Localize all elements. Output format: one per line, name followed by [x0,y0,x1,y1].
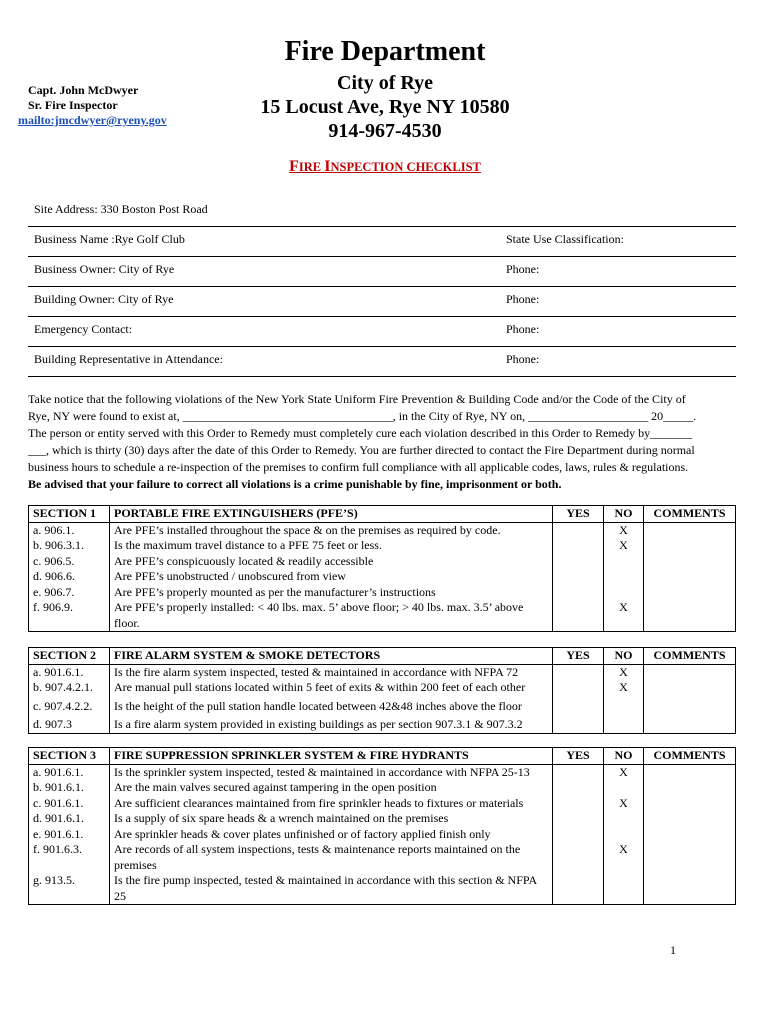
item-question: Are manual pull stations located within 5 feet of exits & within 200 feet of each other [114,680,526,694]
business-name-row [28,227,736,257]
notice-warning: Be advised that your failure to correct all violations is a crime punishable by fine, imprisonment or both. [28,477,562,491]
no-cell[interactable] [604,522,644,632]
no-mark [608,827,639,843]
item-question: Are PFE’s properly installed: < 40 lbs. max. 5’ above floor; > 40 lbs. max. 3.5’ above floor. [114,600,524,630]
title-part: NSPECTION CHECKLIST [330,160,481,174]
inspector-name: Capt. John McDwyer [28,83,139,97]
yes-header: YES [553,506,604,523]
item-question: Are PFE’s installed throughout the space & on the premises as required by code. [114,522,501,537]
title-part: I [324,158,331,175]
department-phone: 914-967-4530 [328,120,442,142]
yes-cell[interactable] [553,764,604,905]
item-code: e. 901.6.1. [33,826,84,841]
city-name: City of Rye [337,72,433,94]
no-header: NO [604,648,644,665]
item-code: g. 913.5. [33,873,75,887]
item-question: Is the height of the pull station handle located between 42&48 inches above the floor [114,698,522,713]
phone-label: Phone: [506,292,540,306]
business-name: Business Name :Rye Golf Club [34,232,185,246]
no-mark: X [619,538,628,552]
site-address: Site Address: 330 Boston Post Road [34,202,208,216]
no-header: NO [604,506,644,523]
building-representative: Building Representative in Attendance: [34,352,223,366]
no-mark: X [619,664,628,679]
site-info [28,197,736,377]
notice-line: ___, which is thirty (30) days after the date of this Order to Remedy. You are further directed to contact the Fire Department during normal [28,443,695,457]
yes-cell[interactable] [553,522,604,632]
no-cell[interactable] [604,764,644,905]
item-question: Is the maximum travel distance to a PFE 75 feet or less. [114,538,382,552]
notice-line: Rye, NY were found to exist at, ___________________________________, in the City of Rye, NY on, ____________________ 20_____. [28,409,697,423]
item-code: d. 906.6. [33,569,75,583]
section-header-row [29,748,736,765]
item-question: Is a supply of six spare heads & a wrench maintained on the premises [114,811,449,825]
section-header-row [29,506,736,523]
item-code: a. 901.6.1. [33,664,84,679]
item-code: f. 901.6.3. [33,842,82,856]
notice-line: The person or entity served with this Order to Remedy must completely cure each violation described in this Order to Remedy by_______ [28,426,693,440]
yes-cell[interactable] [553,664,604,733]
section-table [28,647,736,734]
inspector-email-link[interactable]: mailto:jmcdwyer@ryeny.gov [18,113,167,127]
building-owner: Building Owner: City of Rye [34,292,174,306]
section-table [28,505,736,632]
page-title: Fire Department [284,36,486,67]
notice-paragraph [28,391,740,493]
item-question: Is the fire pump inspected, tested & maintained in accordance with this section & NFPA 25 [114,873,537,903]
item-question: Are PFE’s conspicuously located & readily accessible [114,553,374,568]
item-code: d. 907.3 [33,717,72,731]
emergency-contact: Emergency Contact: [34,322,133,336]
item-question: Is a fire alarm system provided in existing buildings as per section 907.3.1 & 907.3.2 [114,717,523,731]
item-code: e. 906.7. [33,584,75,599]
item-code: c. 907.4.2.2. [33,698,93,713]
section-table [28,747,736,905]
item-code: d. 901.6.1. [33,811,84,825]
notice-line: business hours to schedule a re-inspection of the premises to confirm full compliance with all applicable codes, laws, rules & regulations. [28,460,689,474]
item-code: b. 906.3.1. [33,538,84,552]
item-code [29,764,110,905]
item-code: c. 906.5. [33,553,75,568]
phone-label: Phone: [506,352,540,366]
item-question: Are sufficient clearances maintained from fire sprinkler heads to fixtures or materials [114,795,524,810]
item-code: a. 906.1. [33,522,75,537]
item-question: Are sprinkler heads & cover plates unfinished or of factory applied finish only [114,826,491,841]
item-code: f. 906.9. [33,600,73,614]
section-title: FIRE SUPPRESSION SPRINKLER SYSTEM & FIRE HYDRANTS [110,748,553,765]
no-mark [608,780,639,796]
inspector-title: Sr. Fire Inspector [28,98,118,112]
no-header: NO [604,748,644,765]
no-mark: X [619,795,628,810]
yes-header: YES [553,748,604,765]
comments-header: COMMENTS [644,748,736,765]
no-mark: X [619,600,628,614]
comments-header: COMMENTS [644,506,736,523]
item-code: b. 907.4.2.1. [33,680,93,694]
section-title: PORTABLE FIRE EXTINGUISHERS (PFE’S) [110,506,553,523]
phone-label: Phone: [506,262,540,276]
comments-header: COMMENTS [644,648,736,665]
item-code: c. 901.6.1. [33,795,84,810]
title-part: F [289,158,299,175]
item-questions [110,664,553,733]
building-owner-row [28,287,736,317]
comments-cell[interactable] [644,522,736,632]
no-mark: X [619,764,628,779]
item-question: Are PFE’s properly mounted as per the manufacturer’s instructions [114,584,436,599]
section-title: FIRE ALARM SYSTEM & SMOKE DETECTORS [110,648,553,665]
business-owner: Business Owner: City of Rye [34,262,175,276]
item-code: a. 901.6.1. [33,764,84,779]
emergency-contact-row [28,317,736,347]
section-code: SECTION 3 [29,748,110,765]
table-row [29,764,736,905]
business-owner-row [28,257,736,287]
item-code [29,664,110,733]
checklist-title [0,158,770,176]
item-question: Is the fire alarm system inspected, tested & maintained in accordance with NFPA 72 [114,664,519,679]
no-mark: X [619,842,628,856]
section-code: SECTION 2 [29,648,110,665]
building-rep-row [28,347,736,377]
notice-line: Take notice that the following violations of the New York State Uniform Fire Prevention & Building Code and/or the Code of the City of [28,392,686,406]
title-part: IRE [298,160,325,174]
item-question: Are PFE’s unobstructed / unobscured from view [114,569,346,583]
item-questions [110,522,553,632]
no-mark: X [619,522,628,537]
no-mark [608,811,639,827]
item-question: Is the sprinkler system inspected, tested & maintained in accordance with NFPA 25-13 [114,764,530,779]
yes-header: YES [553,648,604,665]
section-header-row [29,648,736,665]
page-number: 1 [670,943,676,957]
section-code: SECTION 1 [29,506,110,523]
department-address: 15 Locust Ave, Rye NY 10580 [260,96,510,118]
no-cell[interactable] [604,664,644,733]
state-use-classification: State Use Classification: [506,232,624,246]
comments-cell[interactable] [644,664,736,733]
table-row [29,522,736,632]
no-mark: X [619,680,628,694]
phone-label: Phone: [506,322,540,336]
no-mark [608,554,639,570]
no-mark [608,569,639,585]
table-row [29,664,736,733]
no-mark [608,585,639,601]
item-question: Are records of all system inspections, tests & maintenance reports maintained on the premises [114,842,521,872]
comments-cell[interactable] [644,764,736,905]
item-code: b. 901.6.1. [33,780,84,794]
item-questions [110,764,553,905]
site-address-row [28,197,736,227]
item-code [29,522,110,632]
item-question: Are the main valves secured against tampering in the open position [114,780,437,794]
